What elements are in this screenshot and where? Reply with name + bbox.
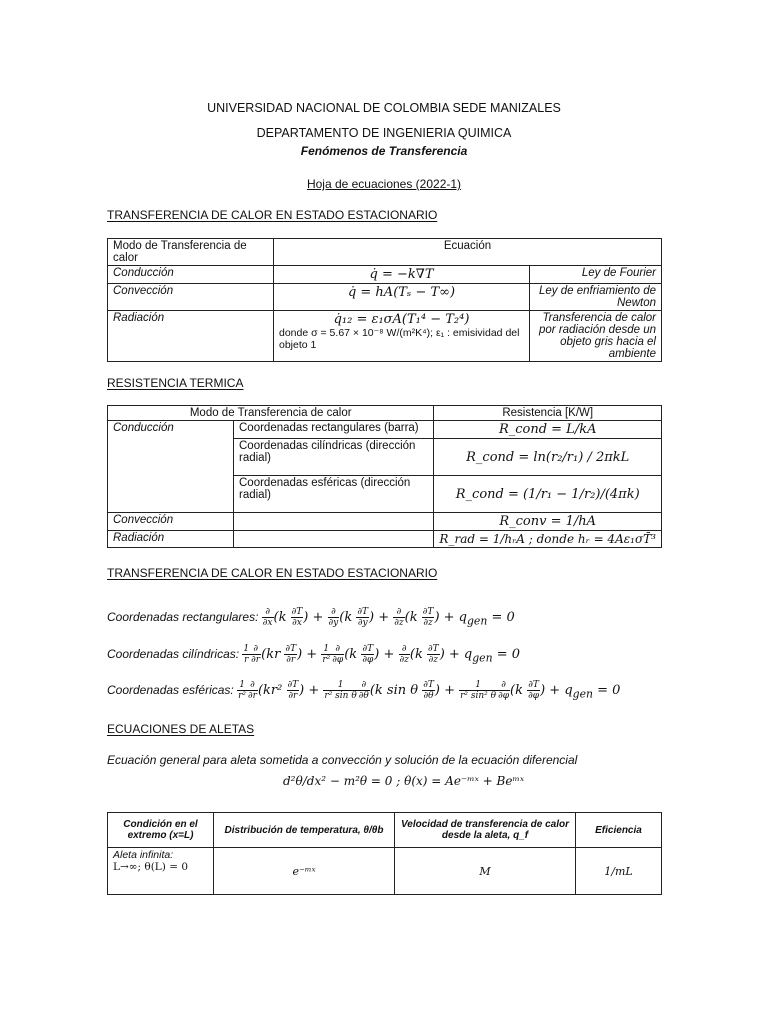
department-title: DEPARTAMENTO DE INGENIERIA QUIMICA [256,126,512,140]
row-equation: q̇₁₂ = ε₁σA(T₁⁴ − T₂⁴) [333,312,470,327]
university-title: UNIVERSIDAD NACIONAL DE COLOMBIA SEDE MANIZALES [207,101,561,115]
resistance-equation: R_conv = 1/hA [434,513,662,531]
row-law: Ley de Fourier [530,266,662,284]
resistance-equation: R_cond = ln(r₂/r₁) / 2πkL [434,439,662,476]
row-law: Ley de enfriamiento de Newton [530,284,662,311]
row-note: donde σ = 5.67 × 10⁻⁸ W/(m²K⁴); ε₁ : emisividad del objeto 1 [279,327,520,351]
coord-label: Coordenadas rectangulares (barra) [234,421,434,439]
section-title-thermal-resistance: RESISTENCIA TERMICA [107,376,244,390]
col-header-mode: Modo de Transferencia de calor [108,239,274,266]
row-equation-cell [274,311,530,362]
resistance-equation: R_cond = L/kA [434,421,662,439]
col-header-condition: Condición en el extremo (x=L) [108,813,214,848]
row-equation: q̇ = −k∇T [274,266,530,284]
coord-label: Coordenadas esféricas (dirección radial) [234,476,434,513]
row-mode: Radiación [108,311,274,362]
heat-transfer-table [107,238,662,362]
efficiency-value: 1/mL [576,848,662,895]
section-title-steady-state: TRANSFERENCIA DE CALOR EN ESTADO ESTACIONARIO [107,208,438,222]
row-mode: Conducción [108,266,274,284]
fins-intro: Ecuación general para aleta sometida a convección y solución de la ecuación diferencial [107,753,578,767]
fins-table [107,812,662,895]
empty-cell [234,531,434,548]
col-header-rate: Velocidad de transferencia de calor desde la aleta, q_f [395,813,576,848]
resistance-equation: R_cond = (1/r₁ − 1/r₂)/(4πk) [434,476,662,513]
row-mode-radiation: Radiación [108,531,234,548]
col-header-resistance: Resistencia [K/W] [434,406,662,421]
sheet-title: Hoja de ecuaciones (2022-1) [306,177,462,191]
distribution-value: e⁻ᵐˣ [214,848,395,895]
col-header-equation: Ecuación [274,239,662,266]
col-header-efficiency: Eficiencia [576,813,662,848]
coord-label: Coordenadas cilíndricas (dirección radial) [234,439,434,476]
empty-cell [234,513,434,531]
row-mode-convection: Convección [108,513,234,531]
row-equation: q̇ = hA(Tₛ − T∞) [274,284,530,311]
resistance-table [107,405,662,548]
section-title-fins: ECUACIONES DE ALETAS [107,722,255,736]
row-mode: Convección [108,284,274,311]
fins-general-equation: d²θ/dx² − m²θ = 0 ; θ(x) = Ae⁻ᵐˣ + Beᵐˣ [283,774,525,788]
col-header-mode: Modo de Transferencia de calor [108,406,434,421]
equation-label: Coordenadas cilíndricas: [107,647,240,661]
equation-cylindrical: Coordenadas cilíndricas: $\frac{1}{r}$ $\frac{\partial}{\partial r}$ (kr $\frac{\partial T}{\partial r}$ ) + $\frac{1}{\text{r²}}$ $\frac{\partial}{\partial\varphi}$ (k $\frac{\partial T}{\partial\varphi}$ ) + $\frac{\partial}{\partial z}$ (k $\frac{\partial T}{\partial z}$ ) + $q_{gen} = 0$ [107,644,521,665]
resistance-equation: R_rad = 1/hᵣA ; donde hᵣ = 4Aε₁σT̄³ [434,531,662,548]
col-header-distribution: Distribución de temperatura, θ/θb [214,813,395,848]
condition-value: L→∞; θ(L) = 0 [113,861,189,873]
equation-label: Coordenadas esféricas: [107,683,234,697]
equation-label: Coordenadas rectangulares: [107,610,259,624]
equation-rectangular: Coordenadas rectangulares: $\frac{\partial}{\partial x}$ (k $\frac{\partial T}{\partial x}$ ) + $\frac{\partial}{\partial y}$ (k $\frac{\partial T}{\partial y}$ ) + $\frac{\partial}{\partial z}$ (k $\frac{\partial T}{\partial z}$ ) + $q_{gen} = 0$ [107,607,515,628]
section-title-steady-state-2: TRANSFERENCIA DE CALOR EN ESTADO ESTACIONARIO [107,566,438,580]
row-mode-conduction: Conducción [108,421,234,513]
row-law: Transferencia de calor por radiación desde un objeto gris hacia el ambiente [530,311,662,362]
course-title: Fenómenos de Transferencia [300,144,468,158]
equation-spherical: Coordenadas esféricas: $\frac{1}{\text{r²}}$ $\frac{\partial}{\partial r}$ (kr² $\frac{\partial T}{\partial r}$ ) + $\frac{1}{\text{r² sin θ}}$ $\frac{\partial}{\partial\theta}$ (k sin θ $\frac{\partial T}{\partial\theta}$ ) + $\frac{1}{\text{r² sin² θ}}$ $\frac{\partial}{\partial\varphi}$ (k $\frac{\partial T}{\partial\varphi}$ ) + $q_{gen} = 0$ [107,680,621,701]
rate-value: M [395,848,576,895]
condition-cell [108,848,214,895]
condition-label: Aleta infinita: [113,849,174,861]
